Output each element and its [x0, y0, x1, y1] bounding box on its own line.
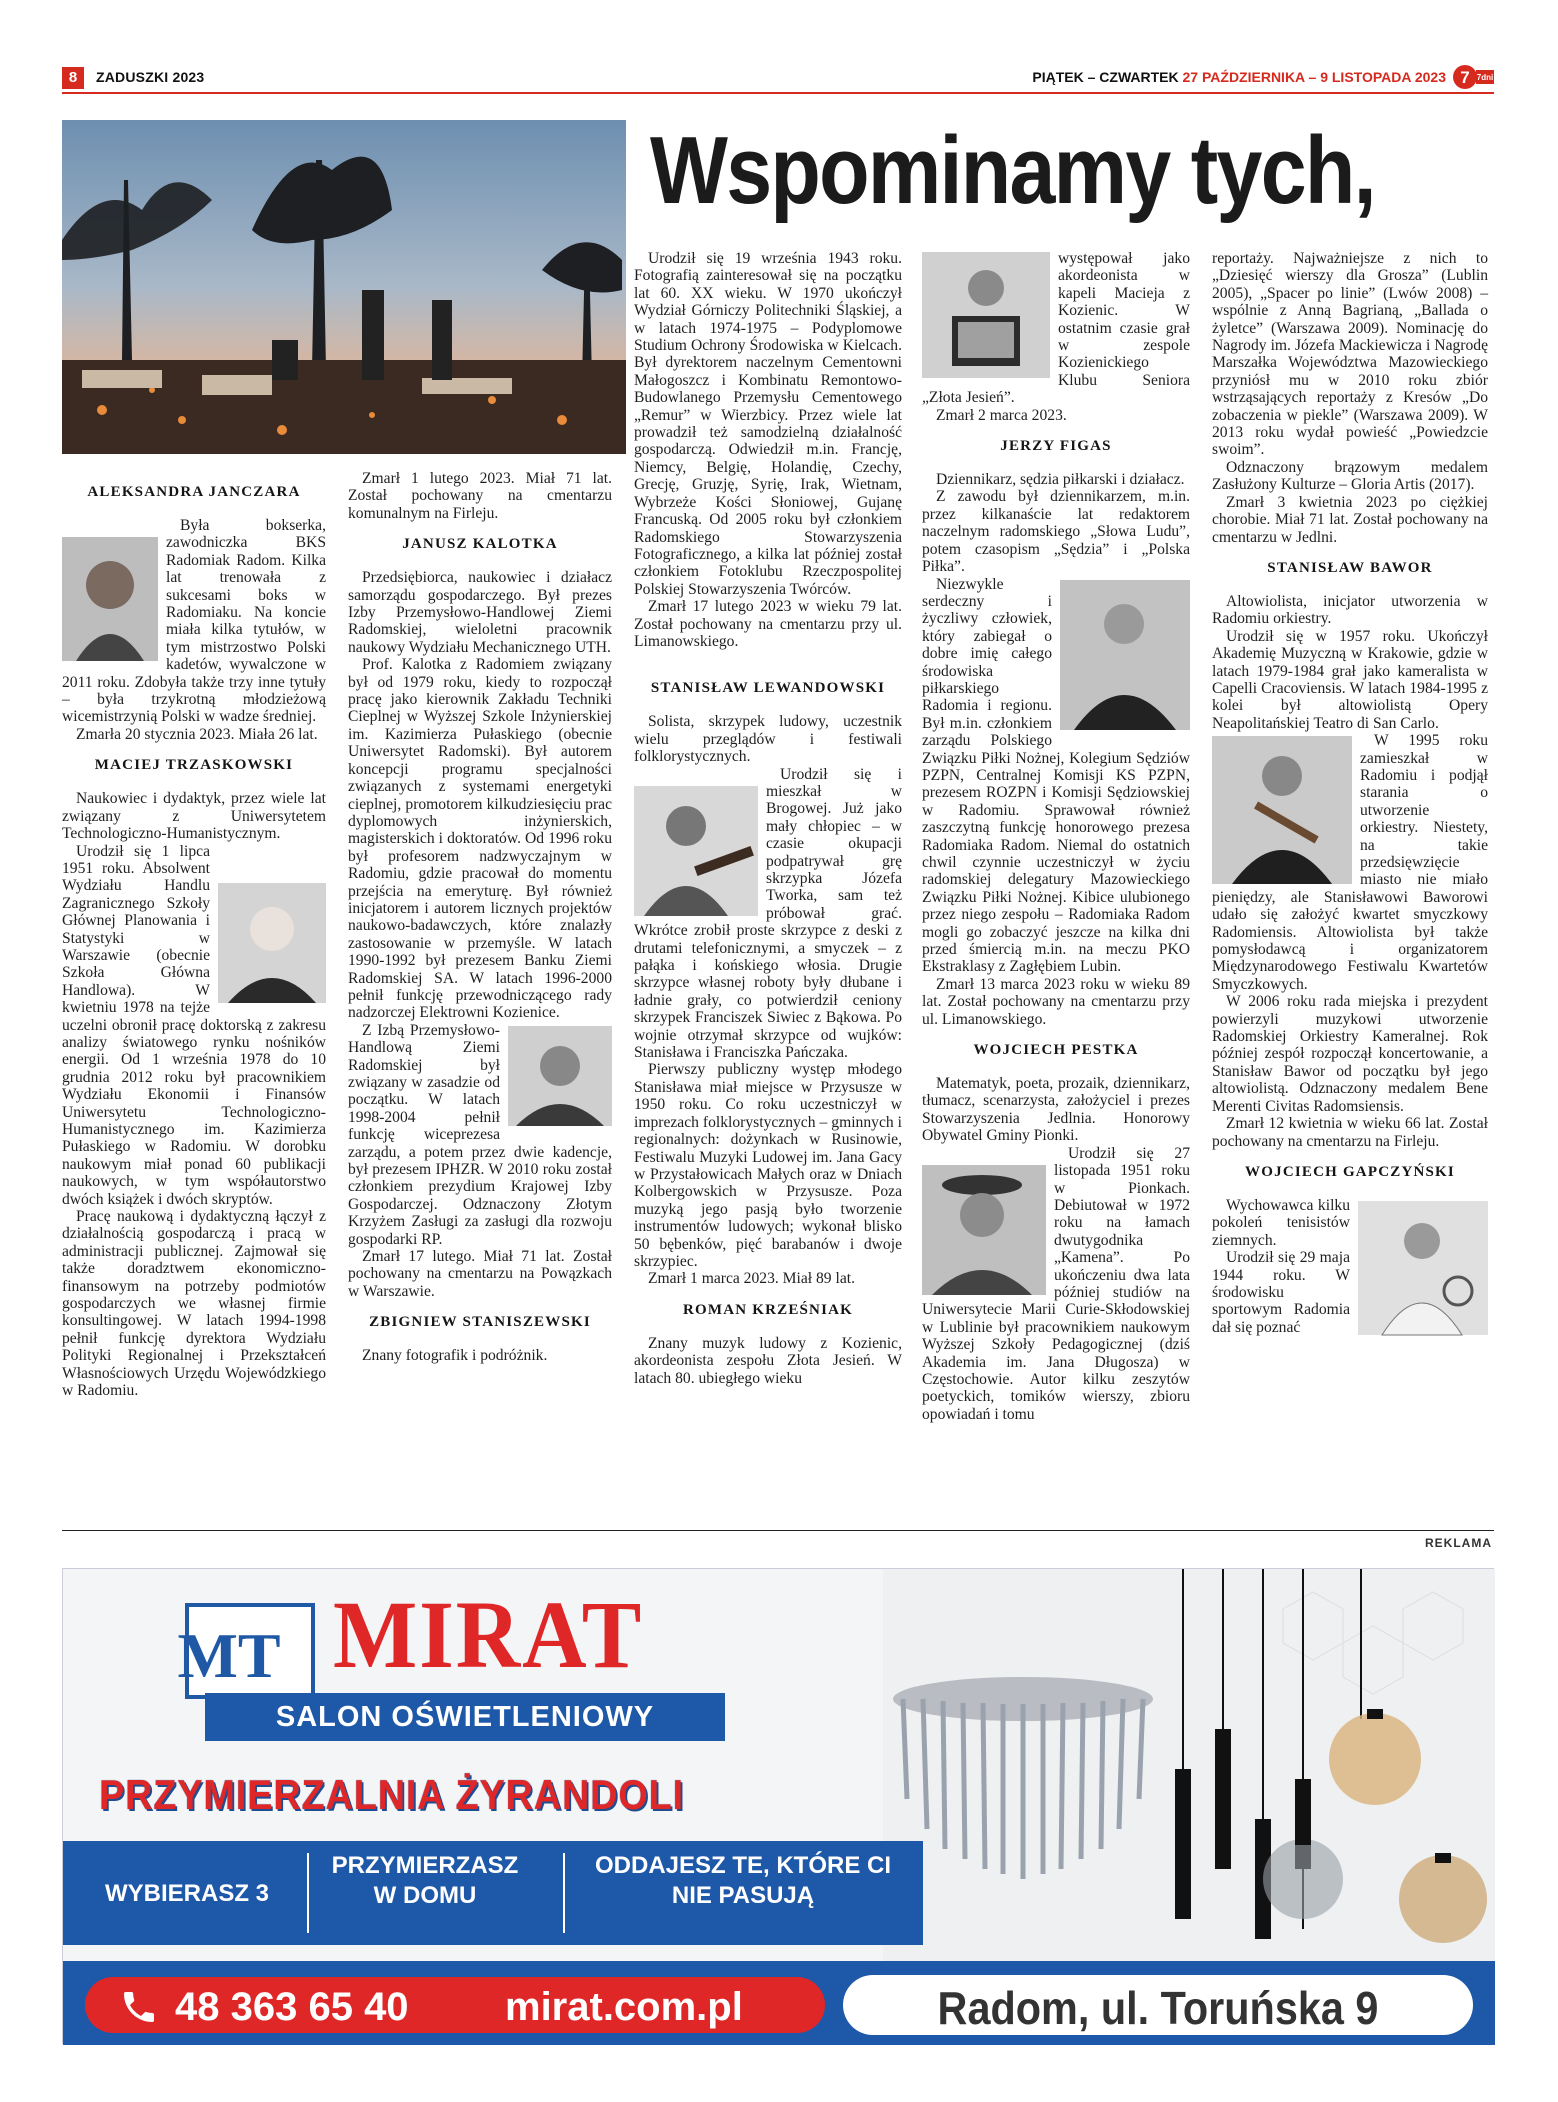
obituary-text: Zmarł 1 lutego 2023. Miał 71 lat. Został pochowany na cmentarzu komunalnym na Firleju. — [348, 470, 612, 522]
address-pill — [843, 1975, 1473, 2035]
chandelier-image — [883, 1569, 1495, 1961]
obituary-text: Zmarł 1 marca 2023. Miał 89 lat. — [648, 1270, 855, 1288]
column-1 — [62, 470, 326, 1400]
obituary-text: Pierwszy publiczny występ młodego Stanisława miał miejsce w Przysusze w 1950 roku. Co roku uczestniczył w imprezach folklorystycznych – gminnych i regionalnych: dożynkach w Rusinowie, Festiwalu Muzyki Ludowej im. Jana Gacy w Przystałowicach Małych oraz w Dniach Kolbergowskich w Przysusze. Poza muzyką jego pasją było tworzenie instrumentów ludowych; wykonał blisko 50 bębenków, pięć barabanów i dwoje skrzypiec. — [634, 1061, 902, 1270]
portrait-photo — [1060, 580, 1190, 730]
cemetery-photo — [62, 120, 626, 454]
mirat-advertisement — [62, 1568, 1494, 2044]
portrait-photo — [922, 252, 1050, 378]
portrait-photo — [62, 537, 158, 661]
obituary-text: Zmarł 2 marca 2023. — [936, 406, 1067, 424]
step-1: WYBIERASZ 3 — [105, 1880, 270, 1907]
step-2: PRZYMIERZASZ W DOMU — [331, 1852, 519, 1909]
obituary-text: Zmarł 12 kwietnia w wieku 66 lat. Został pochowany na cmentarzu na Firleju. — [1212, 1115, 1488, 1150]
obituary-text: występował jako akordeonista w kapeli Macieja z Kozienic. W ostatnim czasie grał w zespole Kozienickiego Klubu Seniora „Złota Jesień”. — [922, 250, 1190, 407]
obituary-text: Była bokserka, zawodniczka BKS Radomiak Radom. Kilka lat trenowała z sukcesami boks w Radomiaku. Na koncie miała kilka tytułów, w tym mistrzostwo Polski kadetów, wywalczone w 2011 roku. Zdobyła także trzy inne tytuły – była trzykrotną młodzieżową wicemistrzynią Polski w wadze średniej. — [62, 517, 326, 726]
obituary-text: Matematyk, poeta, prozaik, dziennikarz, tłumacz, scenarzysta, założyciel i prezes Stowarzyszenia Jedlnia. Honorowy Obywatel Gminy Pionki. — [922, 1075, 1190, 1145]
step-divider — [307, 1853, 309, 1933]
obituary-text: Z Izbą Przemysłowo-Handlową Ziemi Radomskiej był związany w zasadzie od początku. W latach 1998-2004 pełnił funkcję wiceprezesa zarządu, a potem przez dwie kadencje, był prezesem IPHZR. W 2010 roku został członkiem prezydium Krajowej Izby Gospodarczej. Odznaczony Złotym Krzyżem Zasługi za zasługi dla rozwoju gospodarki RP. — [348, 1021, 612, 1248]
obituary-text: W 2006 roku rada miejska i prezydent powierzyli muzykowi utworzenie Radomskiej Orkiestry Kameralnej. Rok później zespół rozpoczął koncertowanie, a Stanisław Bawor od początku był jego altowiolistą. Odznaczony medalem Bene Merenti Civitas Radomsiensis. — [1212, 993, 1488, 1115]
obituary-text: W 1995 roku zamieszkał w Radomiu i podjął starania o utworzenie orkiestry. Niestety, na takie przedsięwzięcie miasto nie miało pieniędzy, ale Stanisławowi Baworowi udało się założyć kwartet smyczkowy Radomiensis. Altowiolista był także pomysłodawcą i organizatorem Międzynarodowego Festiwalu Kwartetów Smyczkowych. — [1212, 732, 1488, 993]
obituary-text: Znany muzyk ludowy z Kozienic, akordeonista zespołu Złota Jesień. W latach 80. ubiegłego wieku — [634, 1334, 902, 1387]
step-3: ODDAJESZ TE, KTÓRE CI NIE PASUJĄ — [594, 1852, 892, 1909]
obituary-text: Przedsiębiorca, naukowiec i działacz samorządu gospodarczego. Był prezes Izby Przemysłowo-Handlowej Ziemi Radomskiej, wieloletni pracownik naukowy Wydziału Mechanicznego UTH. — [348, 569, 612, 656]
obituary-name: ALEKSANDRA JANCZARA — [87, 484, 301, 500]
obituary-name: STANISŁAW BAWOR — [1267, 559, 1433, 576]
obituary-text: Urodził się i mieszkał w Brogowej. Już jako mały chłopiec – w czasie okupacji podpatrywał grę skrzypka Józefa Tworka, sam też próbował grać. Wkrótce zrobił proste skrzypce z deski z drutami telefonicznymi, a smyczek – z pałąka i końskiego włosia. Drugie skrzypce własnej roboty były dłubane i ładnie grały, co potwierdził ceniony skrzypek Franciszek Siwiec z Bąkowa. Po wojnie otrzymał skrzypce od wujków: Stanisława i Franciszka Pańczaka. — [634, 765, 902, 1062]
store-address: Radom, ul. Toruńska 9 — [937, 1982, 1379, 2034]
page-header — [62, 64, 1494, 94]
obituary-text: Urodził się 19 września 1943 roku. Fotografią zainteresował się na początku lat 60. XX wieku. W 1970 ukończył Wydział Górniczy Politechniki Śląskiej, a w latach 1974-1975 – Podyplomowe Studium Ochrony Środowiska w Kielcach. Był dyrektorem naczelnym Cementowni Małogoszcz i Kombinatu Remontowo-Budowlanego Przemysłu Cementowego „Remur” w Wierzbicy. Przez wiele lat prowadził też samodzielną działalność gospodarczą. Odwiedził m.in. Francję, Niemcy, Belgię, Holandię, Czechy, Grecję, Gruzję, Syrię, Irak, Wietnam, Wybrzeże Kości Słoniowej, Gujanę Francuską. Od 2005 roku był członkiem Radomskiego Stowarzyszenia Fotograficznego, a kilka lat później został członkiem Fotoklubu Rzeczpospolitej Polskiej Stowarzyszenia Twórców. — [634, 250, 902, 598]
obituary-text: Solista, skrzypek ludowy, uczestnik wielu przeglądów i festiwali folklorystycznych. — [634, 713, 902, 766]
column-2 — [348, 470, 612, 1365]
column-3 — [634, 250, 902, 1387]
obituary-name: WOJCIECH GAPCZYŃSKI — [1245, 1163, 1455, 1180]
ad-contact-bar — [63, 1961, 1495, 2045]
page-number: 8 — [62, 67, 84, 89]
obituary-text: Urodził się 1 lipca 1951 roku. Absolwent Wydziału Handlu Zagranicznego Szkoły Głównej Planowania i Statystyki w Warszawie (obecnie Szkoła Główna Handlowa). W kwietniu 1978 na tejże uczelni obronił pracę doktorską z zakresu analizy światowego rynku nośników energii. Od 1 września 1978 do 10 grudnia 2012 roku był pracownikiem Wydziału Ekonomii i Finansów Uniwersytetu Technologiczno-Humanistycznego im. Kazimierza Pułaskiego w Radomiu. W dorobku naukowym miał ponad 60 publikacji naukowych, w tym współautorstwo dwóch książek i dwóch skryptów. — [62, 842, 326, 1208]
section-title: ZADUSZKI 2023 — [96, 69, 205, 85]
obituary-text: Zmarł 13 marca 2023 roku w wieku 89 lat. Został pochowany na cmentarzu przy ul. Limanowskiego. — [922, 975, 1190, 1028]
portrait-photo — [922, 1165, 1046, 1295]
obituary-text: Niezwykle serdeczny i życzliwy człowiek, który zabiegał o dobre imię całego środowiska piłkarskiego Radomia i regionu. Był m.in. członkiem zarządu Polskiego Związku Piłki Nożnej, Kolegium Sędziów PZPN, Centralnej Komisji KS PZPN, prezesem ROZPN i Komisji Sędziowskiej w Radomiu. Sprawował również zaszczytną funkcję honorowego prezesa Radomiaka Radom. Niemal do ostatnich chwil czynnie uczestniczył w życiu radomskiej delegatury Mazowieckiego Związku Piłki Nożnej. Kibice ulubionego przez niego zespołu – Radomiaka Radom mogli go zobaczyć jeszcze na kilka dni przed śmiercią m.in. na meczu PKO Ekstraklasy z Zagłębiem Lubin. — [922, 575, 1190, 976]
mt-logo-icon — [177, 1607, 311, 1695]
obituary-text: Zmarł 17 lutego 2023 w wieku 79 lat. Został pochowany na cmentarzu przy ul. Limanowskiego. — [634, 598, 902, 650]
obituary-text: Urodził się 29 maja 1944 roku. W środowisku sportowym Radomia dał się poznać — [1212, 1249, 1350, 1336]
svg-text:7dni: 7dni — [1476, 73, 1494, 82]
obituary-name: WOJCIECH PESTKA — [973, 1042, 1139, 1059]
7dni-logo-icon — [1452, 64, 1494, 90]
obituary-name: ROMAN KRZEŚNIAK — [682, 1301, 854, 1318]
obituary-text: Zmarła 20 stycznia 2023. Miała 26 lat. — [76, 725, 318, 743]
obituary-name: ZBIGNIEW STANISZEWSKI — [369, 1314, 591, 1331]
ad-label: REKLAMA — [1425, 1536, 1492, 1550]
obituary-text: Pracę naukową i dydaktyczną łączył z działalnością gospodarczą i pracą w administracji publicznej. Zajmował się także doradztwem ekonomiczno-finansowym na potrzeby podmiotów gospodarczych we własnej firmie konsultingowej. W latach 1994-1998 pełnił funkcję dyrektora Wydziału Polityki Regionalnej i Przekształceń Własnościowych Urzędu Wojewódzkiego w Radomiu. — [62, 1208, 326, 1400]
svg-text:MT: MT — [177, 1620, 281, 1691]
portrait-photo — [1212, 736, 1352, 884]
obituary-name: JERZY FIGAS — [1000, 438, 1112, 455]
portrait-photo — [218, 883, 326, 1003]
ad-slogan: PRZYMIERZALNIA ŻYRANDOLI — [99, 1771, 685, 1818]
column-5 — [1212, 250, 1488, 1339]
portrait-photo — [1358, 1201, 1488, 1335]
portrait-photo — [508, 1026, 612, 1126]
obituary-name: JANUSZ KALOTKA — [402, 536, 558, 553]
obituary-text: Urodził się 27 listopada 1951 roku w Pionkach. Debiutował w 1972 roku na łamach dwutygodnika „Kamena”. Po ukończeniu dwa lata później studiów na Uniwersytecie Marii Curie-Skłodowskiej w Lublinie był pracownikiem naukowym Wyższej Szkoły Pedagogicznej (dziś Akademia im. Jana Długosza) w Częstochowie. Autor kilku zeszytów poetyckich, tomików wierszy, zbioru opowiadań i tomu — [922, 1144, 1190, 1423]
phone-number: 48 363 65 40 — [175, 1985, 409, 2029]
obituary-text: Zmarł 3 kwietnia 2023 po ciężkiej chorobie. Miał 71 lat. Został pochowany na cmentarzu w Jedlni. — [1212, 493, 1488, 546]
contact-pill — [85, 1977, 825, 2033]
date-range: 27 PAŹDZIERNIKA – 9 LISTOPADA 2023 — [1182, 69, 1446, 85]
svg-text:7: 7 — [1460, 68, 1470, 87]
website: mirat.com.pl — [505, 1985, 743, 2029]
obituary-text: Dziennikarz, sędzia piłkarski i działacz. — [936, 471, 1185, 489]
phone-icon — [119, 1987, 159, 2027]
mirat-logo — [177, 1603, 315, 1699]
ad-steps-band — [63, 1841, 923, 1945]
step-divider — [563, 1853, 565, 1933]
obituary-text: Zmarł 17 lutego. Miał 71 lat. Został pochowany na cmentarzu na Powązkach w Warszawie. — [348, 1248, 612, 1300]
obituary-name: MACIEJ TRZASKOWSKI — [94, 757, 294, 774]
date-prefix: PIĄTEK – CZWARTEK — [1032, 69, 1179, 85]
obituary-text: Altowiolista, inicjator utworzenia w Radomiu orkiestry. — [1212, 592, 1488, 628]
obituary-text: Znany fotografik i podróżnik. — [362, 1347, 548, 1365]
obituary-text: Urodził się w 1957 roku. Ukończył Akademię Muzyczną w Krakowie, gdzie w latach 1979-1984 grał jako kameralista w Capelli Cracoviensis. W latach 1984-1995 z kolei był altowiolistą Opery Neapolitańskiej Teatro di San Carlo. — [1212, 627, 1488, 732]
obituary-text: Wychowawca kilku pokoleń tenisistów ziemnych. — [1212, 1196, 1350, 1249]
column-4 — [922, 250, 1190, 1423]
obituary-text: Naukowiec i dydaktyk, przez wiele lat związany z Uniwersytetem Technologiczno-Humanistycznym. — [62, 790, 326, 843]
portrait-photo — [634, 786, 758, 916]
obituary-text: Prof. Kalotka z Radomiem związany był od 1979 roku, kiedy to rozpoczął pracę jako kierownik Zakładu Techniki Cieplnej w Wyższej Szkole Inżynierskiej im. Kazimierza Pułaskiego (obecnie Uniwersytet Radomski). Był autorem koncepcji programu specjalności związanych z systemami energetyki cieplnej, promotorem kilkudziesięciu prac dyplomowych inżynierskich, magisterskich i doktoratów. Od 1996 roku był profesorem nadzwyczajnym w Radomiu, gdzie pracował do momentu przejścia na emeryturę. Był również inicjatorem i autorem licznych projektów naukowo-badawczych, które znalazły zastosowanie w przemyśle. W latach 1990-1992 był prezesem Banku Ziemi Radomskiej SA. W latach 1996-2000 pełnił funkcję przewodniczącego rady nadzorczej Elektrowni Kozienice. — [348, 656, 612, 1022]
obituary-text: Odznaczony brązowym medalem Zasłużony Kulturze – Gloria Artis (2017). — [1212, 458, 1488, 494]
brand-name: MIRAT — [333, 1581, 644, 1688]
issue-date — [1032, 69, 1446, 85]
obituary-text: Z zawodu był dziennikarzem, m.in. przez kilkanaście lat redaktorem naczelnym radomskiego „Słowa Ludu”, potem czasopism „Sędzia” i „Polska Piłka”. — [922, 488, 1190, 576]
brand-tagline: SALON OŚWIETLENIOWY — [205, 1693, 725, 1741]
obituary-name: STANISŁAW LEWANDOWSKI — [650, 680, 886, 697]
main-headline: Wspominamy tych, — [650, 117, 1375, 224]
ad-divider — [62, 1530, 1494, 1531]
obituary-text: reportaży. Najważniejsze z nich to „Dziesięć wierszy dla Grosza” (Lublin 2005), „Spacer po linie” (Lwów 2008) – wspólnie z Anną Bagrianą, „Ballada o żyletce” (Warszawa 2009). Nominację do Nagrody im. Józefa Mackiewicza i Nagrodę Marszałka Województwa Mazowieckiego przyniósł mu w 2010 roku zbiór wstrząsających reportaży z Kresów „Do zobaczenia w piekle” (Warszawa 2009). W 2013 roku wydał powieść „Powiedzcie swoim”. — [1212, 250, 1488, 459]
